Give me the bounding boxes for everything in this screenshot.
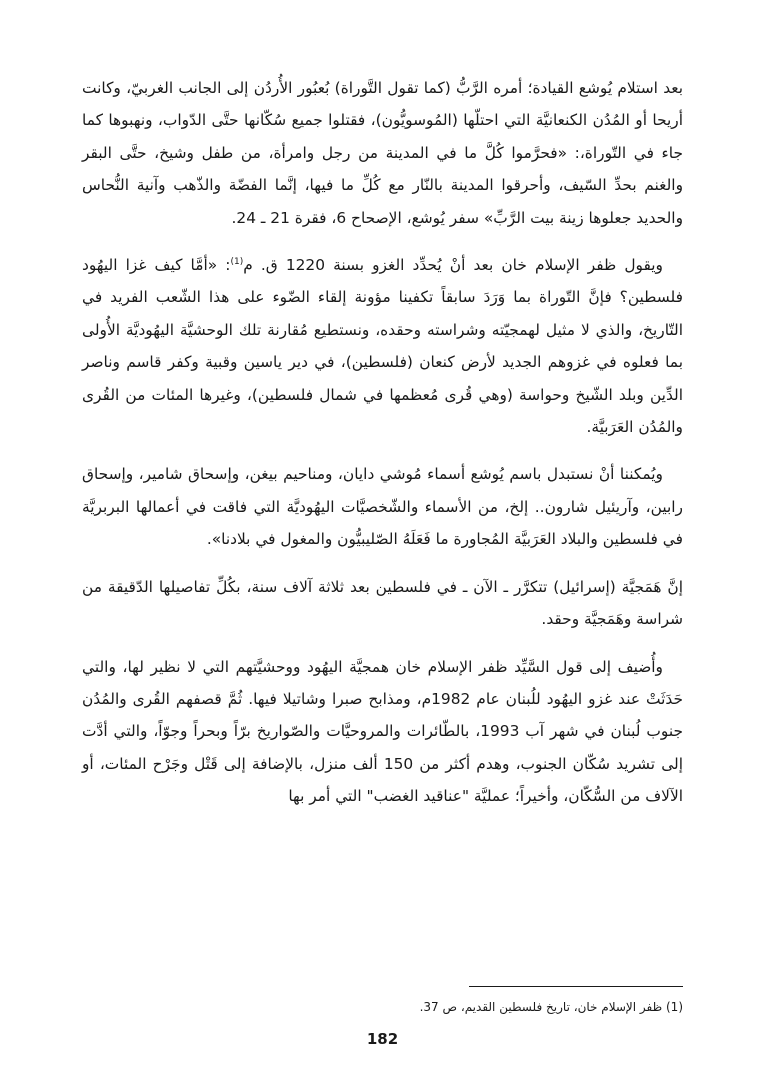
paragraph-lebanon: وأُضيف إلى قول السَّيِّد ظفر الإسلام خان همجيَّة اليهُود ووحشيَّتهم التي لا نظير لها، والتي حَدَثَتْ عند غزو اليهُود للُبنان عام 1982م، ومذابح صبرا وشاتيلا فيها. ثُمَّ قصفهم القُرى والمُدُن جنوب لُبنان في شهر آب 1993، بالطّائرات والمروحيَّات والصّواريخ برّاً وبحراً وجوّاً، والتي أدَّت إلى تشريد سُكّان الجنوب، وهدم أكثر من 150 ألف منزل، بالإضافة إلى قَتْل وجَرْح المئات، أو الآلاف من السُّكّان، وأخيراً؛ عمليَّة "عناقيد الغضب" التي أمر بها <box>82 657 683 806</box>
paragraph-quote-lead: ويقول ظفر الإسلام خان بعد أنْ يُحدِّد الغزو بسنة 1220 ق. م <box>243 256 663 275</box>
page-number: 182 <box>366 1030 399 1048</box>
footnote-reference[interactable]: (1) <box>230 256 244 267</box>
paragraph-conquest: بعد استلام يُوشع القيادة؛ أمره الرَّبُّ (كما تقول التَّوراة) بُعبُور الأُردُن إلى الجانب الغربيّ، وكانت أريحا أو المُدُن الكنعانيَّة التي احتلّها (المُوسويُّون)، فقتلوا جميع سُكّانها حتَّى الدّواب، ونهبوها كما جاء في التّوراة،: «فحرَّموا كُلَّ ما في المدينة من رجل وامرأة، من طفل وشيخ، حتَّى البقر والغنم بحدِّ السّيف، وأحرقوا المدينة بالنّار مع كُلِّ ما فيها، إنَّما الفضّة والذّهب وآنية النُّحاس والحديد جعلوها زينة بيت الرَّبِّ» سفر يُوشع، الإصحاح 6، فقرة 21 ـ 24. <box>82 79 683 227</box>
paragraph-names: ويُمكننا أنْ نستبدل باسم يُوشع أسماء مُوشي دايان، ومناحيم بيغن، وإسحاق شامير، وإسحاق رابين، وآريئيل شارون.. إلخ، من الأسماء والشّخصيَّات اليهُوديَّة التي فاقت في أعمالها البربريَّة في فلسطين والبلاد العَرَبيَّة المُجاورة ما فَعَلَهُ الصّليبيُّون والمغول في بلادنا». <box>82 465 683 549</box>
paragraph-quote-body: : «أمَّا كيف غزا اليهُود فلسطين؟ فإنَّ التّوراة بما وَرَدَ سابقاً تكفينا مؤونة إلقاء الضّوء على هذا الشّعب الفريد في التّاريخ، والذي لا مثيل لهمجيّته وشراسته وحقده، ونستطيع مُقارنة تلك الوحشيَّة اليهُوديَّة الأُولى بما فعلوه في غزوهم الجديد لأرض كنعان (فلسطين)، في دير ياسين وقبية وكفر قاسم وناصر الدِّين وبلد الشّيخ وحواسة (وهي قُرى مُعظمها في شمال فلسطين)، وغيرها المئات من القُرى والمُدُن العَرَبيَّة. <box>82 256 683 437</box>
paragraph-repetition: إنَّ هَمَجيَّة (إسرائيل) تتكرَّر ـ الآن ـ في فلسطين بعد ثلاثة آلاف سنة، بكُلِّ تفاصيلها الدّقيقة من شراسة وهَمَجيَّة وحقد. <box>82 577 683 629</box>
footnote: (1) ظفر الإسلام خان، تاريخ فلسطين القديم، ص 37. <box>419 1000 683 1014</box>
body-text <box>82 72 683 828</box>
paragraph-quote <box>82 249 683 443</box>
footnote-divider <box>469 986 683 987</box>
